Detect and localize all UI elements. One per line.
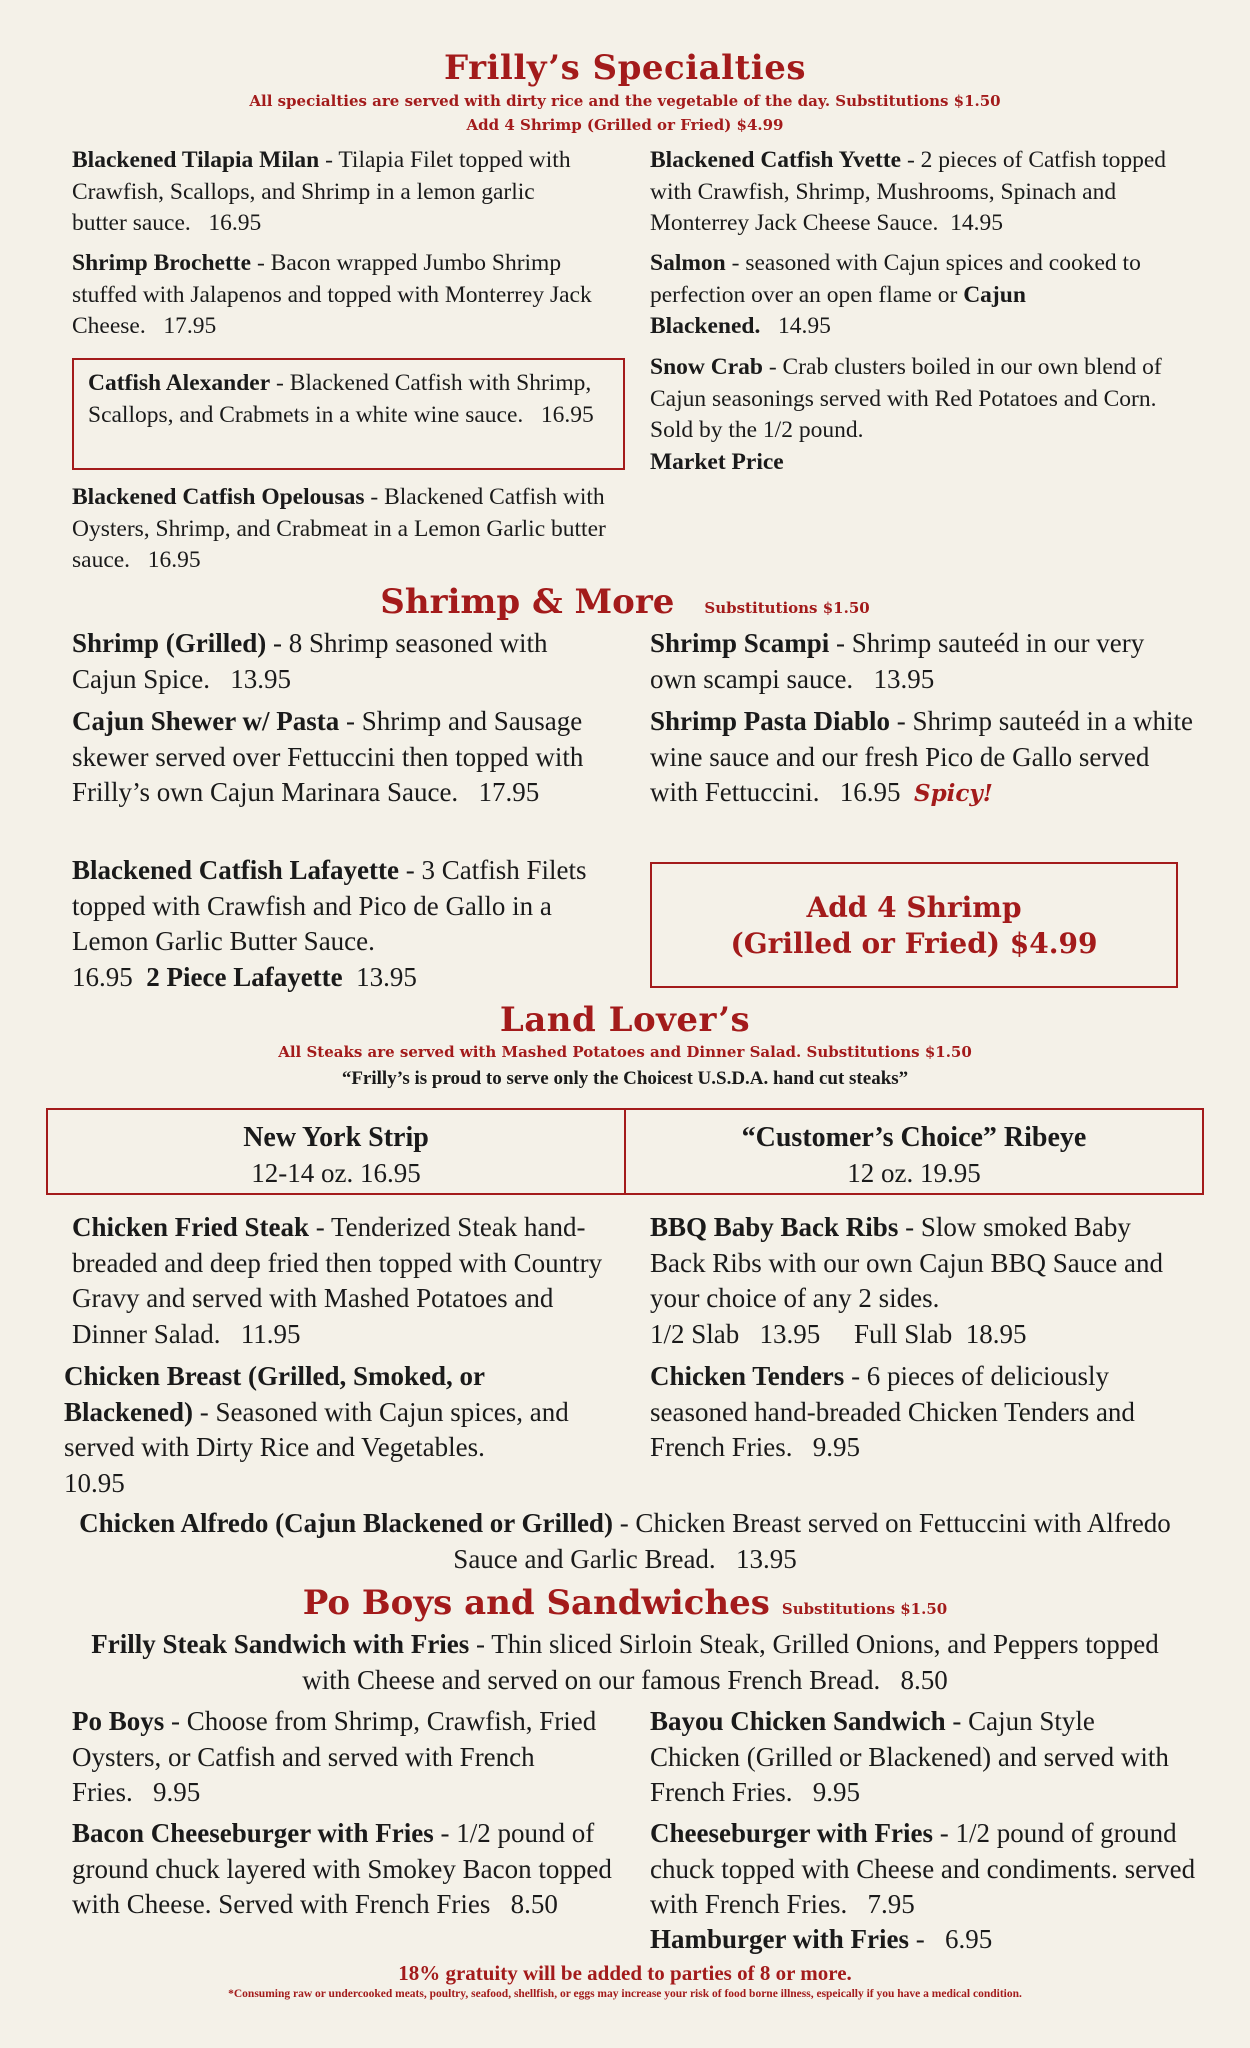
steak-box-new-york	[46, 1108, 626, 1195]
item-name: BBQ Baby Back Ribs	[650, 1212, 899, 1242]
menu-item	[650, 704, 1200, 812]
land-tagline: “Frilly’s is proud to serve only the Choicest U.S.D.A. hand cut steaks”	[341, 1068, 909, 1089]
spicy-tag: Spicy!	[913, 780, 993, 807]
food-safety-warning: *Consuming raw or undercooked meats, poultry, seafood, shellfish, or eggs may increase your risk of food borne illness, espeically if you have a medical condition.	[228, 1988, 1022, 2000]
item-name: Hamburger with Fries	[650, 1924, 909, 1954]
item-desc: - 8 Shrimp seasoned with Cajun Spice.	[72, 628, 548, 694]
gratuity-note: 18% gratuity will be added to parties of 8 or more.	[398, 1961, 852, 1985]
menu-item	[72, 1816, 617, 1923]
item-name: Bacon Cheeseburger with Fries	[72, 1818, 434, 1848]
item-desc: - Chicken Breast served on Fettuccini with Alfredo Sauce and Garlic Bread.	[453, 1508, 1171, 1574]
item-desc: - Cajun Style Chicken (Grilled or Blackened) and served with French Fries.	[650, 1706, 1169, 1807]
item-name: Chicken Fried Steak	[72, 1212, 310, 1242]
menu-item	[650, 1922, 1190, 1958]
item-price: Market Price	[650, 448, 784, 475]
item-price: 14.95	[777, 313, 831, 339]
item-desc: - 1/2 pound of ground chuck layered with Smokey Bacon topped with Cheese. Served with French Fries	[72, 1818, 612, 1919]
item-desc: - Bacon wrapped Jumbo Shrimp stuffed with Jalapenos and topped with Monterrey Jack Cheese.	[72, 250, 592, 339]
item-desc: - 1/2 pound of ground chuck topped with Cheese and condiments. served with French Fries.	[650, 1818, 1196, 1919]
item-price: 13.95	[735, 1543, 797, 1574]
item-desc: - Shrimp and Sausage skewer served over Fettuccini then topped with Frilly’s own Cajun Marinara Sauce.	[72, 706, 584, 807]
specialties-title: Frilly’s Specialties	[444, 48, 806, 88]
item-price: 8.50	[900, 1664, 948, 1695]
item-desc: - Blackened Catfish with Oysters, Shrimp, and Crabmeat in a Lemon Garlic butter sauce.	[72, 484, 606, 573]
menu-item	[72, 482, 617, 577]
item-desc: - Shrimp sauteéd in our very own scampi sauce.	[650, 628, 1145, 694]
item-price: 11.95	[240, 1318, 301, 1349]
item-price: 16.95	[72, 961, 133, 992]
item-price: 8.50	[510, 1889, 558, 1919]
shrimp-subs: Substitutions $1.50	[704, 599, 870, 617]
item-name: Cajun Shewer w/ Pasta	[72, 706, 340, 736]
item-name: Shrimp Pasta Diablo	[650, 706, 891, 736]
menu-item	[72, 248, 617, 343]
menu-item	[650, 1359, 1190, 1466]
land-title: Land Lover’s	[499, 1000, 751, 1040]
menu-item	[650, 1210, 1190, 1352]
item-name: Cheeseburger with Fries	[650, 1818, 933, 1848]
item-name: Chicken Tenders	[650, 1361, 845, 1391]
item-price: 1/2 Slab 13.95 Full Slab 18.95	[650, 1318, 1027, 1349]
menu-item	[72, 853, 617, 995]
item-desc: - Slow smoked Baby Back Ribs with our own Cajun BBQ Sauce and your choice of any 2 sides.	[650, 1212, 1163, 1313]
item-desc: -	[908, 1924, 932, 1954]
add-shrimp-box	[650, 862, 1178, 988]
steak-box-ribeye	[624, 1108, 1204, 1195]
steak-detail: 12 oz. 19.95	[847, 1158, 981, 1188]
menu-item	[72, 626, 612, 697]
featured-item-box	[72, 358, 625, 470]
steak-detail: 12-14 oz. 16.95	[251, 1158, 421, 1188]
item-price: 6.95	[944, 1924, 993, 1954]
item-price: 9.95	[812, 1432, 860, 1462]
item-name: Snow Crab	[650, 354, 763, 380]
menu-item	[72, 145, 592, 240]
item-price: 16.95	[208, 210, 262, 236]
specialties-addon-note: Add 4 Shrimp (Grilled or Fried) $4.99	[466, 116, 784, 134]
item-name: Po Boys	[72, 1706, 165, 1736]
item-name: Catfish Alexander	[88, 370, 271, 396]
item-desc: - 3 Catfish Filets topped with Crawfish and Pico de Gallo in a Lemon Garlic Butter Sauce.	[72, 855, 587, 956]
menu-item	[650, 248, 1180, 343]
shrimp-title: Shrimp & More	[380, 582, 675, 622]
poboys-title: Po Boys and Sandwiches	[302, 1583, 770, 1623]
menu-item	[650, 145, 1190, 240]
add-shrimp-line1: Add 4 Shrimp	[806, 891, 1022, 924]
item-desc: - Tilapia Filet topped with Crawfish, Scallops, and Shrimp in a lemon garlic butter sauce.	[72, 147, 571, 236]
item-variant-price: 13.95	[356, 961, 417, 992]
item-price: 17.95	[163, 313, 217, 339]
item-name-extra: Cajun Blackened.	[650, 281, 1026, 339]
item-name: Frilly Steak Sandwich with Fries	[91, 1629, 470, 1659]
item-name: Shrimp Brochette	[72, 250, 252, 276]
item-name: Blackened Catfish Opelousas	[72, 484, 365, 510]
menu-item	[72, 1210, 617, 1352]
item-name: Chicken Alfredo (Cajun Blackened or Grilled)	[79, 1508, 613, 1538]
item-price: 17.95	[478, 777, 540, 807]
item-desc: - Tenderized Steak hand-breaded and deep fried then topped with Country Gravy and served with Mashed Potatoes and Dinner Salad.	[72, 1212, 603, 1349]
item-desc: - Crab clusters boiled in our own blend of Cajun seasonings served with Red Potatoes and Corn. Sold by the 1/2 pound.	[650, 354, 1162, 443]
menu-item	[650, 1704, 1190, 1811]
item-price: 16.95	[147, 547, 201, 573]
menu-item	[64, 1359, 604, 1501]
item-name: Shrimp Scampi	[650, 628, 830, 658]
item-desc: - seasoned with Cajun spices and cooked to perfection over an open flame or	[650, 250, 1141, 308]
item-desc: - 6 pieces of deliciously seasoned hand-breaded Chicken Tenders and French Fries.	[650, 1361, 1135, 1462]
item-name: Chicken Breast (Grilled, Smoked, or Blackened)	[64, 1361, 485, 1427]
item-variant: 2 Piece Lafayette	[146, 961, 343, 992]
add-shrimp-line2: (Grilled or Fried) $4.99	[730, 927, 1098, 960]
item-name: Salmon	[650, 250, 726, 276]
item-price: 13.95	[230, 663, 291, 694]
steak-name: “Customer’s Choice” Ribeye	[741, 1122, 1087, 1153]
item-desc: - 2 pieces of Catfish topped with Crawfish, Shrimp, Mushrooms, Spinach and Monterrey Jack Cheese Sauce.	[650, 147, 1167, 236]
menu-item	[88, 368, 609, 431]
steak-name: New York Strip	[243, 1122, 429, 1153]
item-name: Blackened Catfish Yvette	[650, 147, 902, 173]
poboys-subs: Substitutions $1.50	[781, 1600, 948, 1618]
item-price: 16.95	[839, 777, 901, 807]
item-desc: - Choose from Shrimp, Crawfish, Fried Oysters, or Catfish and served with French Fries.	[72, 1706, 597, 1807]
poboys-heading	[0, 1583, 1250, 1623]
item-price: 14.95	[950, 210, 1004, 236]
menu-item	[650, 352, 1170, 478]
item-desc: - Seasoned with Cajun spices, and served with Dirty Rice and Vegetables.	[64, 1396, 569, 1462]
item-price: 13.95	[873, 663, 935, 694]
item-name: Bayou Chicken Sandwich	[650, 1706, 946, 1736]
item-desc: - Blackened Catfish with Shrimp, Scallops, and Crabmets in a white wine sauce.	[88, 370, 592, 428]
item-price: 16.95	[540, 401, 594, 428]
item-desc: - Thin sliced Sirloin Steak, Grilled Onions, and Peppers topped with Cheese and served on our famous French Bread.	[302, 1629, 1159, 1695]
item-price: 10.95	[64, 1467, 125, 1498]
menu-item	[650, 626, 1180, 697]
item-desc: - Shrimp sauteéd in a white wine sauce and our fresh Pico de Gallo served with Fettuccini.	[650, 706, 1193, 807]
menu-item	[72, 1704, 617, 1811]
menu-item	[70, 1627, 1180, 1698]
item-price: 9.95	[153, 1777, 201, 1807]
menu-item	[60, 1506, 1190, 1577]
item-name: Blackened Catfish Lafayette	[72, 855, 399, 885]
land-note: All Steaks are served with Mashed Potatoes and Dinner Salad. Substitutions $1.50	[278, 1043, 972, 1061]
item-price: 7.95	[867, 1889, 915, 1919]
specialties-note: All specialties are served with dirty rice and the vegetable of the day. Substitutions $1.50	[249, 92, 1001, 110]
item-name: Blackened Tilapia Milan	[72, 147, 320, 173]
item-price: 9.95	[812, 1777, 860, 1807]
menu-item	[650, 1816, 1200, 1923]
shrimp-heading	[0, 582, 1250, 622]
menu-item	[72, 704, 617, 811]
item-name: Shrimp (Grilled)	[72, 628, 267, 658]
